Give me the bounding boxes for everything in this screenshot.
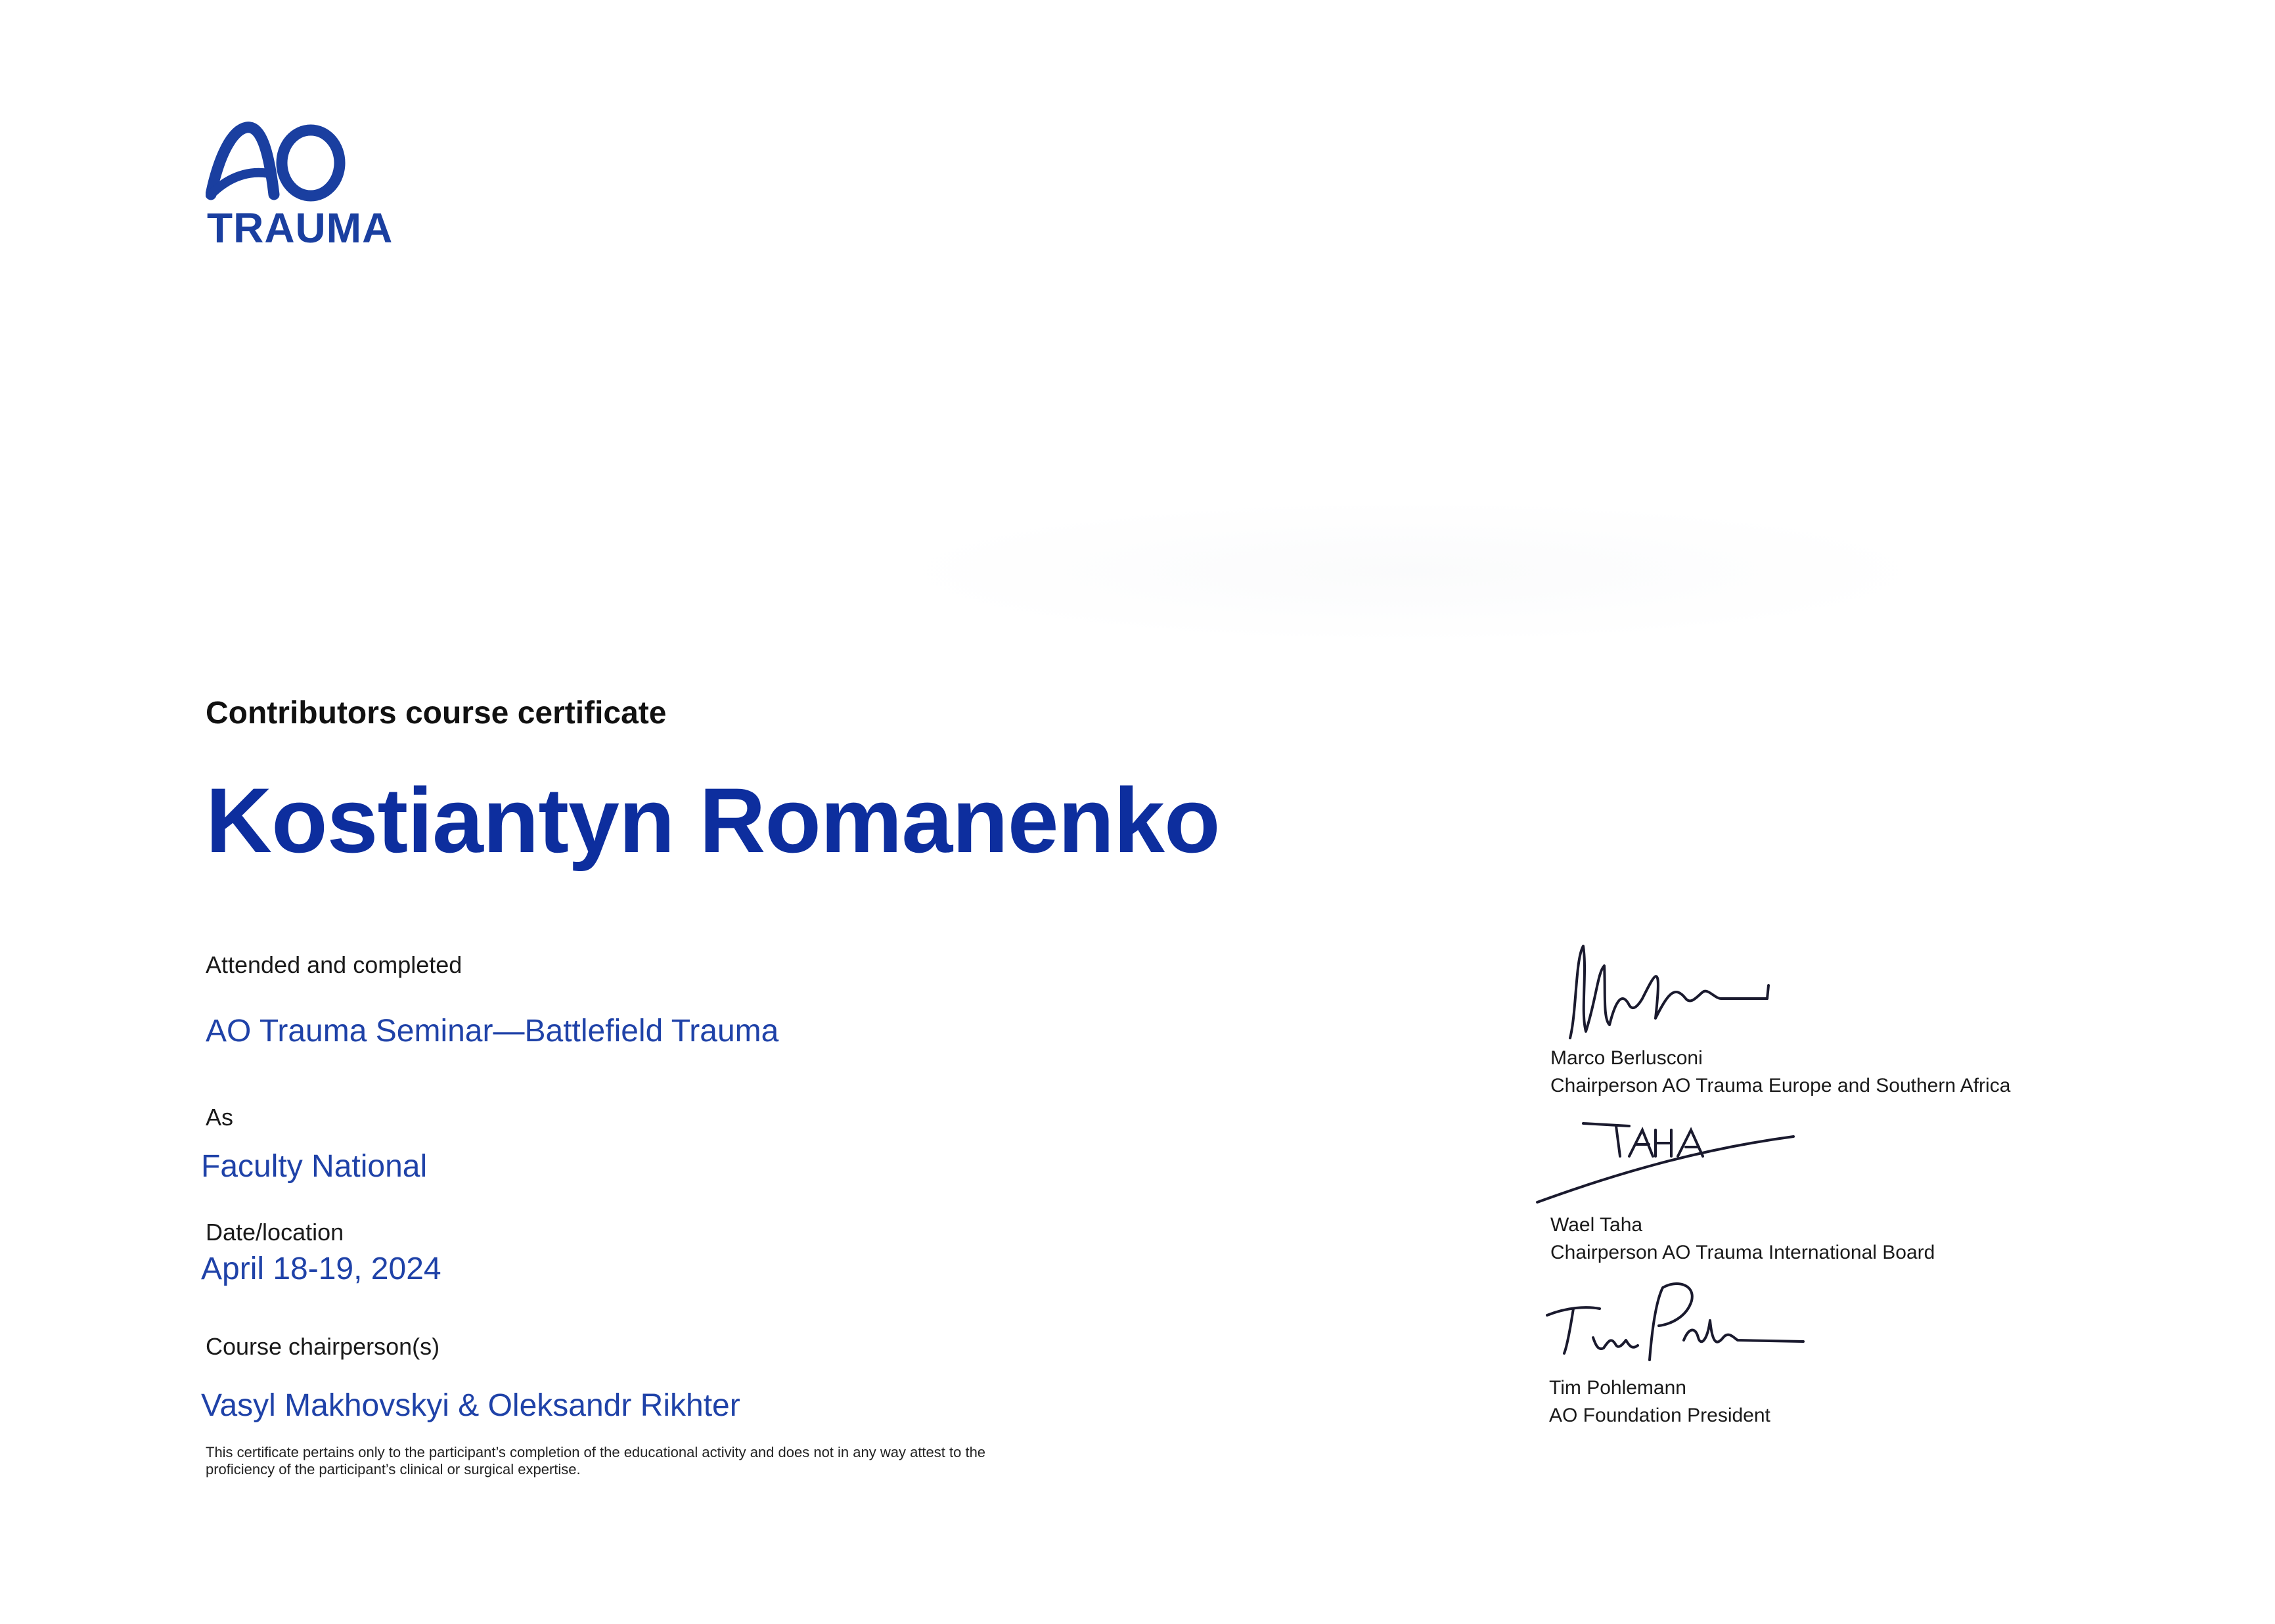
role-value: Faculty National	[201, 1149, 428, 1184]
logo-subtitle: TRAUMA	[207, 204, 394, 252]
chairpersons-value: Vasyl Makhovskyi & Oleksandr Rikhter	[201, 1388, 740, 1423]
attended-label: Attended and completed	[206, 951, 462, 978]
signatory-2	[1550, 1211, 1935, 1267]
signatory-2-name: Wael Taha	[1550, 1214, 1643, 1236]
date-label: Date/location	[206, 1219, 344, 1246]
as-label: As	[206, 1104, 234, 1131]
certificate-type: Contributors course certificate	[206, 696, 667, 731]
course-name: AO Trauma Seminar—Battlefield Trauma	[206, 1014, 779, 1049]
signature-taha	[1531, 1110, 1807, 1209]
signatory-3	[1549, 1374, 1770, 1430]
signature-pohlemann	[1541, 1274, 1816, 1373]
chair-label: Course chairperson(s)	[206, 1333, 440, 1360]
date-value: April 18-19, 2024	[201, 1252, 441, 1286]
signature-berlusconi	[1557, 933, 1780, 1045]
signatory-1-title: Chairperson AO Trauma Europe and Southern Africa	[1550, 1075, 2011, 1096]
disclaimer-text: This certificate pertains only to the participant’s completion of the educational activity and does not in any way attest to the proficiency of the participant’s clinical or surgical expertise.	[206, 1444, 986, 1477]
faint-stamp-background	[887, 499, 1938, 644]
signatory-3-title: AO Foundation President	[1549, 1405, 1770, 1426]
signatory-1	[1550, 1045, 2010, 1100]
signatory-2-title: Chairperson AO Trauma International Board	[1550, 1242, 1935, 1263]
ao-logo-mark	[206, 117, 350, 202]
signatory-1-name: Marco Berlusconi	[1550, 1047, 1703, 1069]
ao-trauma-logo	[206, 117, 403, 252]
recipient-name: Kostiantyn Romanenko	[206, 769, 1220, 872]
signatory-3-name: Tim Pohlemann	[1549, 1377, 1686, 1399]
